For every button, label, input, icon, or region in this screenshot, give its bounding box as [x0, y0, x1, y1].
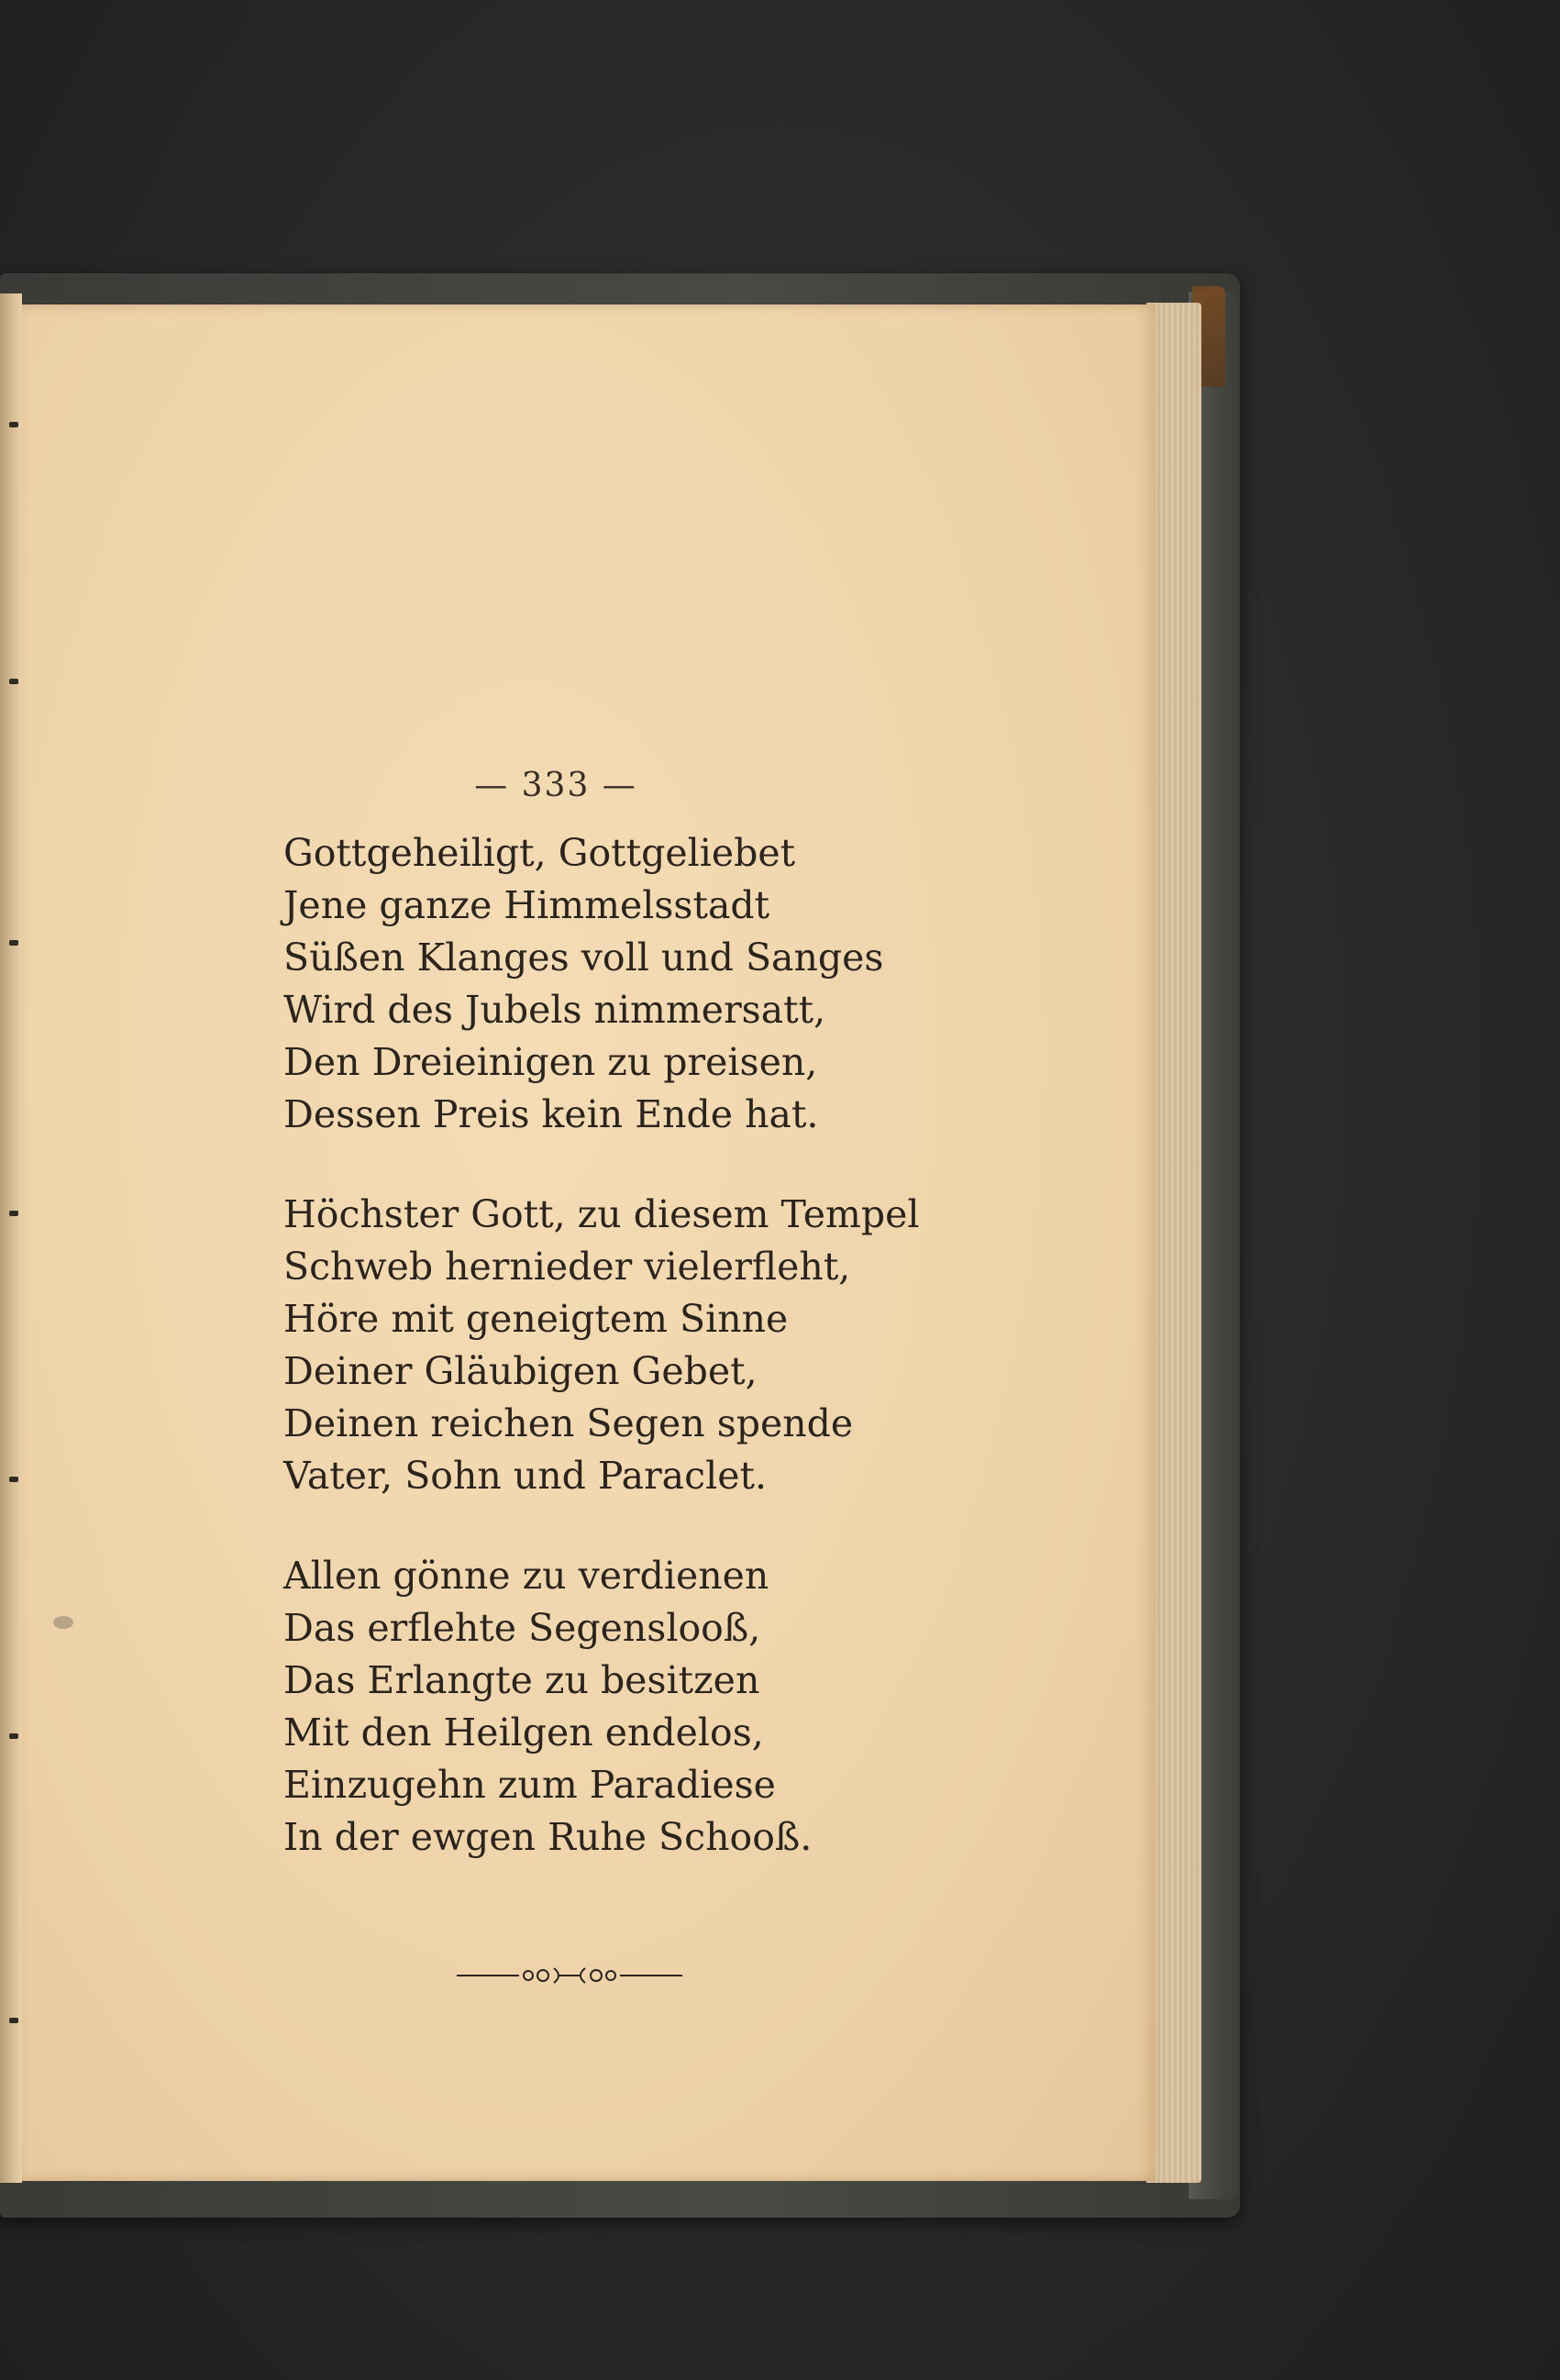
- book-page: [15, 304, 1156, 2181]
- binding-stitch: [9, 1477, 18, 1482]
- binding-stitch: [9, 1733, 18, 1739]
- poem-line: Höre mit geneigtem Sinne: [283, 1297, 789, 1341]
- poem-line: Süßen Klanges voll und Sanges: [283, 935, 884, 980]
- page-number: — 333 —: [474, 767, 637, 804]
- decorative-tailpiece-icon: [455, 1965, 684, 1987]
- binding-stitch: [9, 940, 18, 946]
- poem-line: Einzugehn zum Paradiese: [283, 1763, 776, 1807]
- binding-stitch: [9, 422, 18, 427]
- poem-line: Allen gönne zu verdienen: [283, 1554, 769, 1598]
- poem-line: Deinen reichen Segen spende: [283, 1401, 854, 1445]
- stanza-3: [283, 1550, 1109, 1864]
- poem-line: Jene ganze Himmelsstadt: [283, 883, 770, 927]
- binding-stitch: [9, 2018, 18, 2023]
- poem-line: Den Dreieinigen zu preisen,: [283, 1040, 818, 1084]
- poem-line: Schweb hernieder vielerfleht,: [283, 1245, 851, 1289]
- poem-line: Deiner Gläubigen Gebet,: [283, 1349, 758, 1393]
- poem-line: In der ewgen Ruhe Schooß.: [283, 1815, 813, 1859]
- poem-line: Höchster Gott, zu diesem Tempel: [283, 1192, 920, 1236]
- binding-stitch: [9, 679, 18, 684]
- poem-line: Dessen Preis kein Ende hat.: [283, 1092, 819, 1136]
- binding-stitch: [9, 1211, 18, 1216]
- poem-line: Gottgeheiligt, Gottgeliebet: [283, 831, 796, 875]
- poem-line: Vater, Sohn und Paraclet.: [283, 1454, 767, 1498]
- poem-line: Das Erlangte zu besitzen: [283, 1658, 760, 1702]
- stanza-2: [283, 1189, 1109, 1502]
- poem-line: Das erflehte Segenslooß,: [283, 1606, 761, 1650]
- book-gutter: [0, 293, 22, 2183]
- poem-line: Mit den Heilgen endelos,: [283, 1710, 764, 1755]
- poem: [283, 827, 1109, 1911]
- stanza-1: [283, 827, 1109, 1141]
- poem-line: Wird des Jubels nimmersatt,: [283, 988, 826, 1032]
- page-stain: [53, 1616, 73, 1629]
